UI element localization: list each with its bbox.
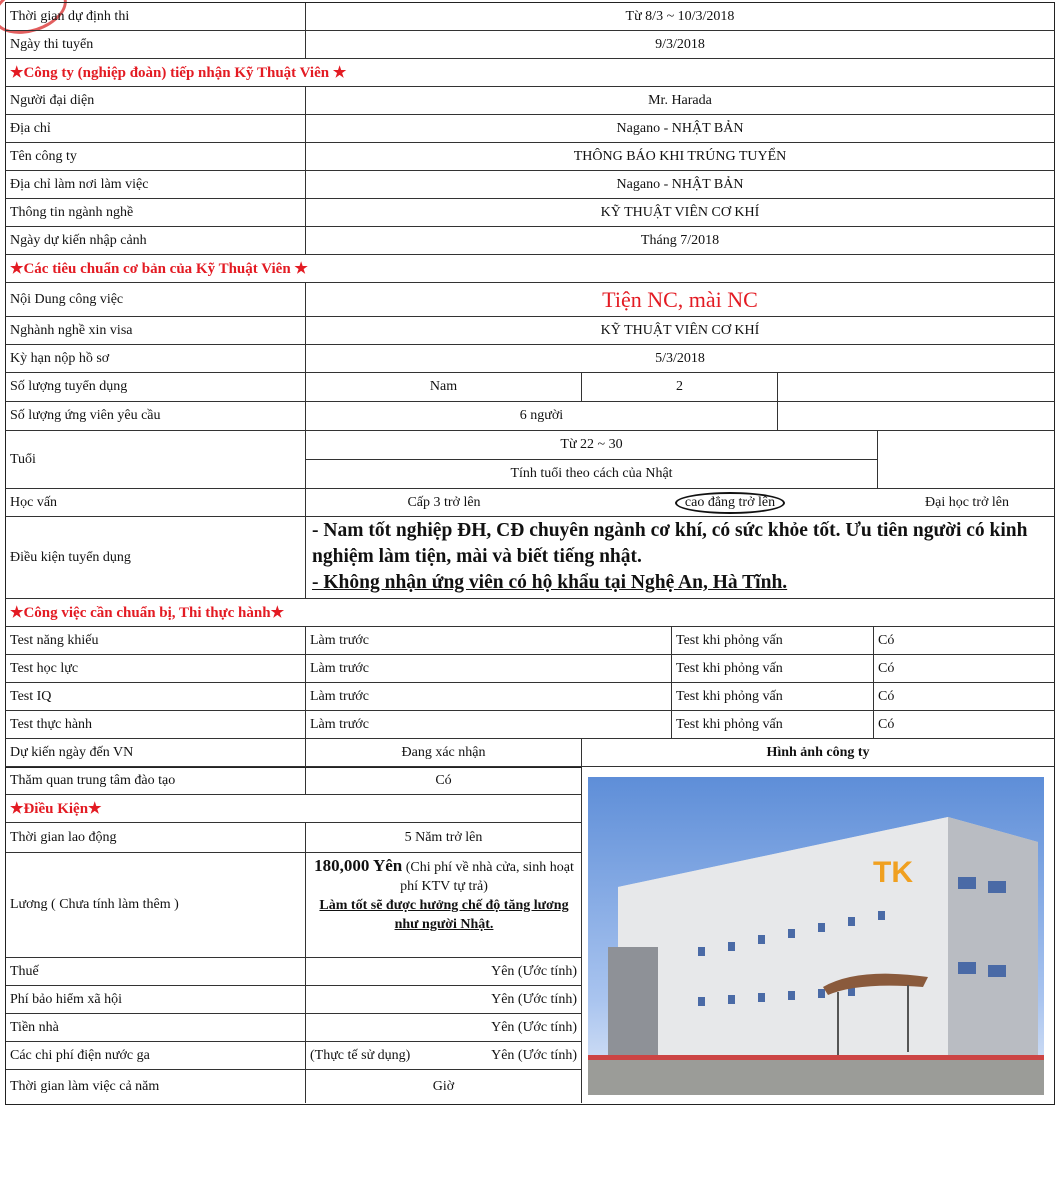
row-thoi-gian-ld xyxy=(6,823,582,853)
age-note: Tính tuổi theo cách của Nhật xyxy=(306,460,878,488)
value: THÔNG BÁO KHI TRÚNG TUYỂN xyxy=(573,148,787,164)
value: Giờ xyxy=(432,1078,455,1094)
row-ten-cong-ty xyxy=(5,143,1055,171)
row-du-kien-ngay xyxy=(5,739,1055,767)
value: Mr. Harada xyxy=(648,92,712,108)
row-test-2 xyxy=(5,655,1055,683)
prefix: (Thực tế sử dụng) xyxy=(310,1047,411,1063)
gender: Nam xyxy=(306,373,582,401)
value: 6 người xyxy=(306,402,778,430)
salary-bonus: Làm tốt sẽ được hưởng chế độ tăng lương như người Nhật. xyxy=(319,898,569,932)
test-when: Làm trước xyxy=(306,655,672,682)
row-luong xyxy=(6,853,582,958)
row-test-4 xyxy=(5,711,1055,739)
value: Yên (Ước tính) xyxy=(491,963,577,979)
row-dien-nuoc xyxy=(6,1042,582,1070)
value: Từ 8/3 ~ 10/3/2018 xyxy=(625,8,735,24)
conditions-text xyxy=(306,517,1054,598)
label: Test thực hành xyxy=(6,711,306,738)
section-heading: ★Các tiêu chuẩn cơ bản của Kỹ Thuật Viên ★ xyxy=(10,261,308,277)
row-hoc-van xyxy=(5,489,1055,517)
edu-option-3: Đại học trở lên xyxy=(925,494,1009,510)
test-answer: Có xyxy=(878,688,895,704)
salary-note: (Chi phí về nhà cửa, sinh hoạt phí KTV tự trả) xyxy=(400,860,574,894)
row-ngay-nhap-canh xyxy=(5,227,1055,255)
row-nguoi-dai-dien xyxy=(5,87,1055,115)
value: Yên (Ước tính) xyxy=(491,991,577,1007)
value: Có xyxy=(435,773,452,788)
value: Yên (Ước tính) xyxy=(491,1019,577,1035)
row-noi-dung xyxy=(5,283,1055,317)
row-tien-nha xyxy=(6,1014,582,1042)
row-bao-hiem xyxy=(6,986,582,1014)
row-so-luong xyxy=(5,373,1055,402)
label: Tuổi xyxy=(6,431,306,488)
label: Các chi phí điện nước ga xyxy=(6,1042,306,1069)
row-dia-chi xyxy=(5,115,1055,143)
row-dieu-kien xyxy=(5,517,1055,599)
value: 5 Năm trở lên xyxy=(404,829,483,845)
label: Nghành nghề xin visa xyxy=(6,317,306,344)
label: Lương ( Chưa tính làm thêm ) xyxy=(6,853,306,957)
label: Thời gian làm việc cả năm xyxy=(6,1070,306,1103)
test-when: Làm trước xyxy=(306,711,672,738)
value-wrap xyxy=(306,1042,581,1069)
row-ky-han xyxy=(5,345,1055,373)
section-cong-ty xyxy=(5,59,1055,87)
condition-line-2: - Không nhận ứng viên có hộ khẩu tại Nghệ An, Hà Tĩnh. xyxy=(312,572,788,593)
row-test-3 xyxy=(5,683,1055,711)
label: Kỳ hạn nộp hồ sơ xyxy=(6,345,306,372)
row-test-1 xyxy=(5,627,1055,655)
row-so-ung-vien xyxy=(5,402,1055,431)
row-tham-quan xyxy=(6,767,582,795)
test-interview: Test khi phỏng vấn xyxy=(672,711,874,738)
row-ngay-thi-tuyen xyxy=(5,31,1055,59)
lower-block xyxy=(5,767,1055,1105)
age-range: Từ 22 ~ 30 xyxy=(306,431,878,460)
label: Thông tin ngành nghề xyxy=(6,199,306,226)
row-thoi-gian-lv xyxy=(6,1070,582,1103)
lower-left-table xyxy=(6,767,582,1103)
value: Yên (Ước tính) xyxy=(491,1047,577,1063)
row-thue xyxy=(6,958,582,986)
label: Ngày thi tuyển xyxy=(6,31,306,58)
test-interview: Test khi phỏng vấn xyxy=(672,627,874,654)
value: KỸ THUẬT VIÊN CƠ KHÍ xyxy=(600,322,760,338)
salary-amount: 180,000 Yên xyxy=(314,856,403,875)
label: Địa chỉ làm nơi làm việc xyxy=(6,171,306,198)
value: Nagano - NHẬT BẢN xyxy=(616,120,744,136)
test-when: Làm trước xyxy=(306,683,672,710)
label: Điều kiện tuyển dụng xyxy=(6,517,306,598)
value: Đang xác nhận xyxy=(306,739,582,766)
count: 2 xyxy=(582,373,778,401)
label: Thăm quan trung tâm đào tạo xyxy=(6,768,306,794)
photo-label: Hình ảnh công ty xyxy=(766,744,870,760)
value: Nagano - NHẬT BẢN xyxy=(616,176,744,192)
row-thoi-gian-du-dinh xyxy=(5,2,1055,31)
edu-option-1: Cấp 3 trở lên xyxy=(407,494,481,510)
recruitment-table xyxy=(5,2,1055,1105)
row-thong-tin-nganh xyxy=(5,199,1055,227)
label: Địa chỉ xyxy=(6,115,306,142)
label: Học vấn xyxy=(6,489,306,516)
company-building-photo xyxy=(588,777,1044,1095)
label: Người đại diện xyxy=(6,87,306,114)
value: 5/3/2018 xyxy=(655,350,705,366)
label: Ngày dự kiến nhập cảnh xyxy=(6,227,306,254)
value: 9/3/2018 xyxy=(655,36,705,52)
label: Dự kiến ngày đến VN xyxy=(6,739,306,766)
value: Tiện NC, mài NC xyxy=(602,286,758,312)
label: Số lượng tuyển dụng xyxy=(6,373,306,401)
section-heading: ★Công việc cần chuẩn bị, Thi thực hành★ xyxy=(10,605,285,621)
test-answer: Có xyxy=(878,716,895,732)
test-interview: Test khi phỏng vấn xyxy=(672,655,874,682)
section-dieu-kien xyxy=(6,795,582,823)
section-chuan-bi xyxy=(5,599,1055,627)
test-interview: Test khi phỏng vấn xyxy=(672,683,874,710)
label: Nội Dung công việc xyxy=(6,283,306,316)
test-answer: Có xyxy=(878,632,895,648)
edu-option-2-circled: cao đẳng trở lên xyxy=(675,492,785,514)
label: Thời gian lao động xyxy=(6,823,306,852)
label: Test năng khiếu xyxy=(6,627,306,654)
company-logo: TK xyxy=(873,856,913,889)
section-tieu-chuan xyxy=(5,255,1055,283)
label: Test học lực xyxy=(6,655,306,682)
value: KỸ THUẬT VIÊN CƠ KHÍ xyxy=(600,204,760,220)
label: Tên công ty xyxy=(6,143,306,170)
section-heading: ★Điều Kiện★ xyxy=(10,801,102,817)
label: Phí bảo hiểm xã hội xyxy=(6,986,306,1013)
row-tuoi xyxy=(5,431,1055,489)
label: Thuế xyxy=(6,958,306,985)
label: Tiền nhà xyxy=(6,1014,306,1041)
condition-line-1: - Nam tốt nghiệp ĐH, CĐ chuyên ngành cơ khí, có sức khỏe tốt. Ưu tiên người có kinh nghiệm làm tiện, mài và biết tiếng nhật. xyxy=(312,520,1028,567)
row-nganh-visa xyxy=(5,317,1055,345)
row-dia-chi-lam-viec xyxy=(5,171,1055,199)
test-answer: Có xyxy=(878,660,895,676)
test-when: Làm trước xyxy=(306,627,672,654)
section-heading: ★Công ty (nghiệp đoàn) tiếp nhận Kỹ Thuật Viên ★ xyxy=(10,65,347,81)
value: Tháng 7/2018 xyxy=(640,232,720,248)
label: Test IQ xyxy=(6,683,306,710)
label: Thời gian dự định thi xyxy=(6,3,306,30)
salary-text xyxy=(306,853,582,957)
label: Số lượng ứng viên yêu cầu xyxy=(6,402,306,430)
